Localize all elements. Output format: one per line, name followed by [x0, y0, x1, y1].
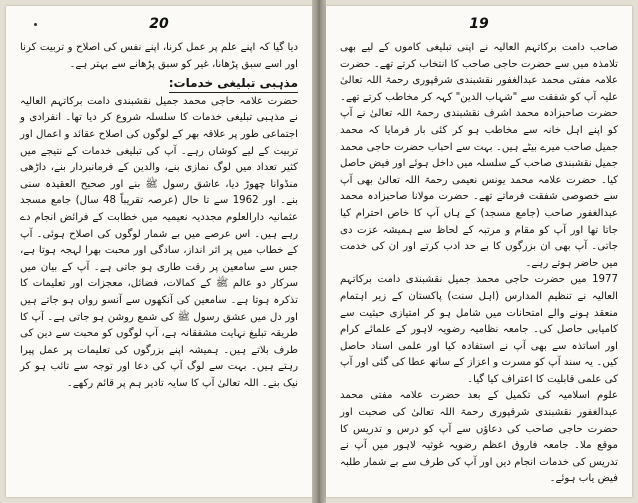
paragraph: حضرت علامہ حاجی محمد جمیل نقشبندی دامت برکاتہم العالیہ نے مذہبی تبلیغی خدمات کا سلسلہ شروع کر دیا تھا۔ انفرادی و اجتماعی طور پر علاقہ بھر کے لوگوں کی اصلاح عقائد و اعمال اور تربیت کے لیے کوشاں رہے۔ آپ کی تبلیغی خدمات کے نتیجے میں کثیر تعداد میں لوگ نمازی بنے، والدین کے فرمانبردار بنے، داڑھی منڈوانا چھوڑ دیا، عاشق رسول ﷺ بنے اور صحیح العقیدہ سنی بنے۔ اور 1962 سے تا حال (عرصہ تقریباً 48 سال) جامع مسجد عثمانیہ دارالعلوم مجددیہ نعیمیہ میں خطابت کے فرائض انجام دے رہے ہیں۔ اس عرصے میں بے شمار لوگوں کی اصلاح ہوئی۔ آپ کے خطاب میں پر اثر انداز، سادگی اور محبت بھرا لہجہ ہوتا ہے، جس سے سامعین پر رقت طاری ہو جاتی ہے۔ آپ کے بیان میں سرکار دو عالم ﷺ کے کمالات، فضائل، معجزات اور تعلیمات کا تذکرہ ہوتا ہے۔ سامعین کی آنکھوں سے آنسو رواں ہو جاتے ہیں اور دل میں عشق رسول ﷺ کی شمع روشن ہو جاتی ہے۔ آپ کا طریقہ تبلیغ نہایت مشفقانہ ہے، آپ لوگوں کو محبت سے دین کی طرف بلاتے ہیں۔ ہمیشہ اپنے بزرگوں کی تعلیمات پر عمل پیرا رہتے ہیں۔ بہت سے لوگ آپ کی دعا اور توجہ سے تائب ہو کر نیک بنے۔ اللہ تعالیٰ آپ کا سایہ تادیر ہم پر قائم رکھے۔	[20, 95, 298, 389]
section-heading: مذہبی تبلیغی خدمات:	[169, 75, 298, 93]
left-page	[6, 6, 312, 497]
page-number: 19	[469, 16, 489, 32]
paragraph: علوم اسلامیہ کی تکمیل کے بعد حضرت علامہ مفتی محمد عبدالغفور نقشبندی شرقپوری رحمۃ اللہ تعالیٰ کی صحبت اور حضرت حاجی صاحب کی دعاؤں سے آپ کو درس و تدریس کا موقع ملا۔ جامعہ فاروق اعظم رضویہ غوثیہ لاہور میں آپ نے تدریس کی خدمات انجام دیں اور آپ کی طرف سے بے شمار طلبہ فیض یاب ہوئے۔	[340, 390, 618, 485]
paragraph-year: 1977 میں حضرت حاجی محمد جمیل نقشبندی دامت برکاتہم العالیہ نے تنظیم المدارس (اہل سنت) پاکستان کے زیر اہتمام منعقد ہونے والے امتحانات میں شامل ہو کر امتیازی حیثیت سے کامیابی حاصل کی۔ جامعہ نظامیہ رضویہ لاہور کے علمائے کرام اور اساتذہ سے بھی آپ نے استفادہ کیا اور علمی اسناد حاصل کیں۔ یہ سند آپ کو مسرت و اعزاز کے ساتھ عطا کی گئی اور آپ کی علمی قابلیت کا اعتراف کیا گیا۔	[340, 274, 618, 385]
right-page	[326, 6, 632, 497]
paragraph: دیا گیا کہ اپنے علم پر عمل کرنا، اپنے نفس کی اصلاح و تربیت کرنا اور اسے سبق پڑھانا، غیر کو سبق پڑھانے سے بہتر ہے۔	[20, 42, 298, 70]
right-page-text	[340, 40, 618, 489]
book-gutter	[312, 0, 326, 503]
page-number: 20	[149, 16, 169, 32]
paragraph: صاحب دامت برکاتہم العالیہ نے اپنی تبلیغی کاموں کے لیے بھی تلامذہ میں سے حضرت حاجی صاحب کا انتخاب کرتے تھے۔ حضرت علامہ مفتی محمد عبدالغفور نقشبندی شرقپوری رحمۃ اللہ تعالیٰ علیہ آپ کو شفقت سے "شہاب الدین" کہہ کر مخاطب کرتے تھے۔ حضرت صاحبزادہ محمد اشرف نقشبندی رحمۃ اللہ تعالیٰ نے آپ کو اپنے اہل خانہ سے مخاطب ہو کر کئی بار فرمایا کہ محمد جمیل صاحب میرے بیٹے ہیں۔ بہت سے احباب حضرت حاجی محمد جمیل نقشبندی صاحب کے سلسلہ میں داخل ہوئے اور فیض حاصل کیا۔ حضرت علامہ محمد یونس نعیمی رحمۃ اللہ تعالیٰ بھی آپ سے خصوصی شفقت فرماتے تھے۔ حضرت مولانا صاحبزادہ محمد عبدالغفور صاحب (جامع مسجد) کے ہاں آپ کا خاص احترام کیا جاتا تھا اور آپ کو مقام و مرتبہ کے لحاظ سے ہمیشہ عزت دی جاتی۔ آپ بھی ان بزرگوں کا بے حد ادب کرتے اور ان کی خدمت میں حاضر ہوتے رہے۔	[340, 42, 618, 269]
left-page-text	[20, 40, 298, 489]
